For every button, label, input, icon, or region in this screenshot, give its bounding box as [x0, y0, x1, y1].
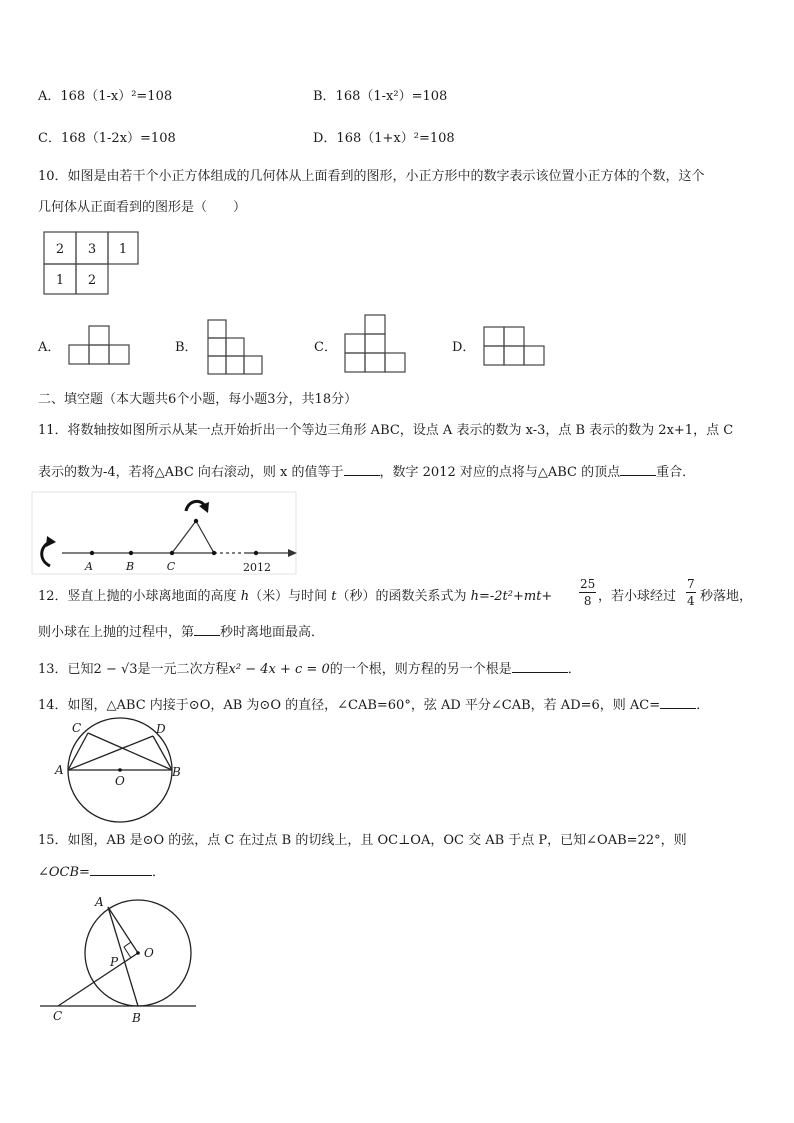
point-label-a: A — [55, 763, 64, 777]
section-heading: 二、填空题（本大题共6个小题，每小题3分，共18分） — [38, 392, 358, 407]
q15-stem-line2: ∠OCB= ． — [38, 865, 165, 880]
grid-cell: 1 — [55, 273, 65, 288]
point-label-o: O — [144, 946, 154, 960]
grid-cell: 3 — [87, 242, 97, 257]
q9-option-c: C．168（1-2x）=108 — [38, 131, 176, 146]
q9-option-d: D．168（1+x）²=108 — [313, 131, 455, 146]
q10-stem-line2: 几何体从正面看到的图形是（ ） — [38, 200, 247, 215]
point-label-b: B — [125, 560, 135, 573]
point-label-p: P — [110, 955, 119, 969]
point-label-c: C — [72, 721, 82, 735]
q12-stem-line1: 12．竖直上抛的小球离地面的高度 h（米）与时间 t（秒）的函数关系式为 h=-2t²+mt+ — [38, 589, 553, 604]
point-label-a: A — [85, 560, 93, 573]
q10-option-c-label: C． — [314, 340, 337, 355]
q12-fraction-25-8: $\frac{25}{8}$ — [580, 577, 596, 608]
label-2012: 2012 — [243, 561, 271, 574]
point-label-b: B — [172, 765, 181, 779]
point-label-c: C — [166, 560, 176, 573]
q12-stem-line2: 则小球在上抛的过程中，第 秒时离地面最高． — [38, 625, 325, 640]
q12-stem-line1-cont: ，若小球经过 — [598, 589, 677, 604]
q12-stem-line1-end: 秒落地， — [700, 589, 753, 604]
grid-cell: 2 — [87, 273, 97, 288]
point-label-b: B — [132, 1011, 141, 1025]
q15-stem-line1: 15．如图，AB 是⊙O 的弦，点 C 在过点 B 的切线上，且 OC⊥OA，OC 交 AB 于点 P，已知∠OAB=22°，则 — [38, 833, 687, 848]
q9-option-a: A．168（1-x）²=108 — [38, 89, 173, 104]
q9-option-b: B．168（1-x²）=108 — [313, 89, 448, 104]
grid-cell: 1 — [118, 242, 128, 257]
q10-option-d-label: D． — [452, 340, 476, 355]
point-label-a: A — [95, 895, 104, 909]
q10-option-a-label: A． — [38, 340, 61, 355]
point-label-o: O — [115, 774, 125, 788]
q14-stem: 14．如图，△ABC 内接于⊙O，AB 为⊙O 的直径，∠CAB=60°，弦 AD 平分∠CAB，若 AD=6，则 AC= ． — [38, 698, 710, 713]
point-label-c: C — [53, 1009, 63, 1023]
q10-option-b-label: B． — [175, 340, 198, 355]
q12-fraction-7-4: $\frac{7}{4}$ — [687, 577, 695, 608]
q11-stem-line1: 11．将数轴按如图所示从某一点开始折出一个等边三角形 ABC，设点 A 表示的数为 x-3，点 B 表示的数为 2x+1，点 C — [38, 423, 734, 438]
q11-stem-line2: 表示的数为-4，若将△ABC 向右滚动，则 x 的值等于 ，数字 2012 对应的点将与△ABC 的顶点 重合． — [38, 465, 696, 480]
point-label-d: D — [156, 722, 166, 736]
q10-stem-line1: 10．如图是由若干个小正方体组成的几何体从上面看到的图形，小正方形中的数字表示该位置小正方体的个数，这个 — [38, 169, 705, 184]
grid-cell: 2 — [55, 242, 65, 257]
q13-stem: 13．已知2 − √3是一元二次方程x² − 4x + c = 0的一个根，则方程的另一个根是 ． — [38, 662, 581, 677]
